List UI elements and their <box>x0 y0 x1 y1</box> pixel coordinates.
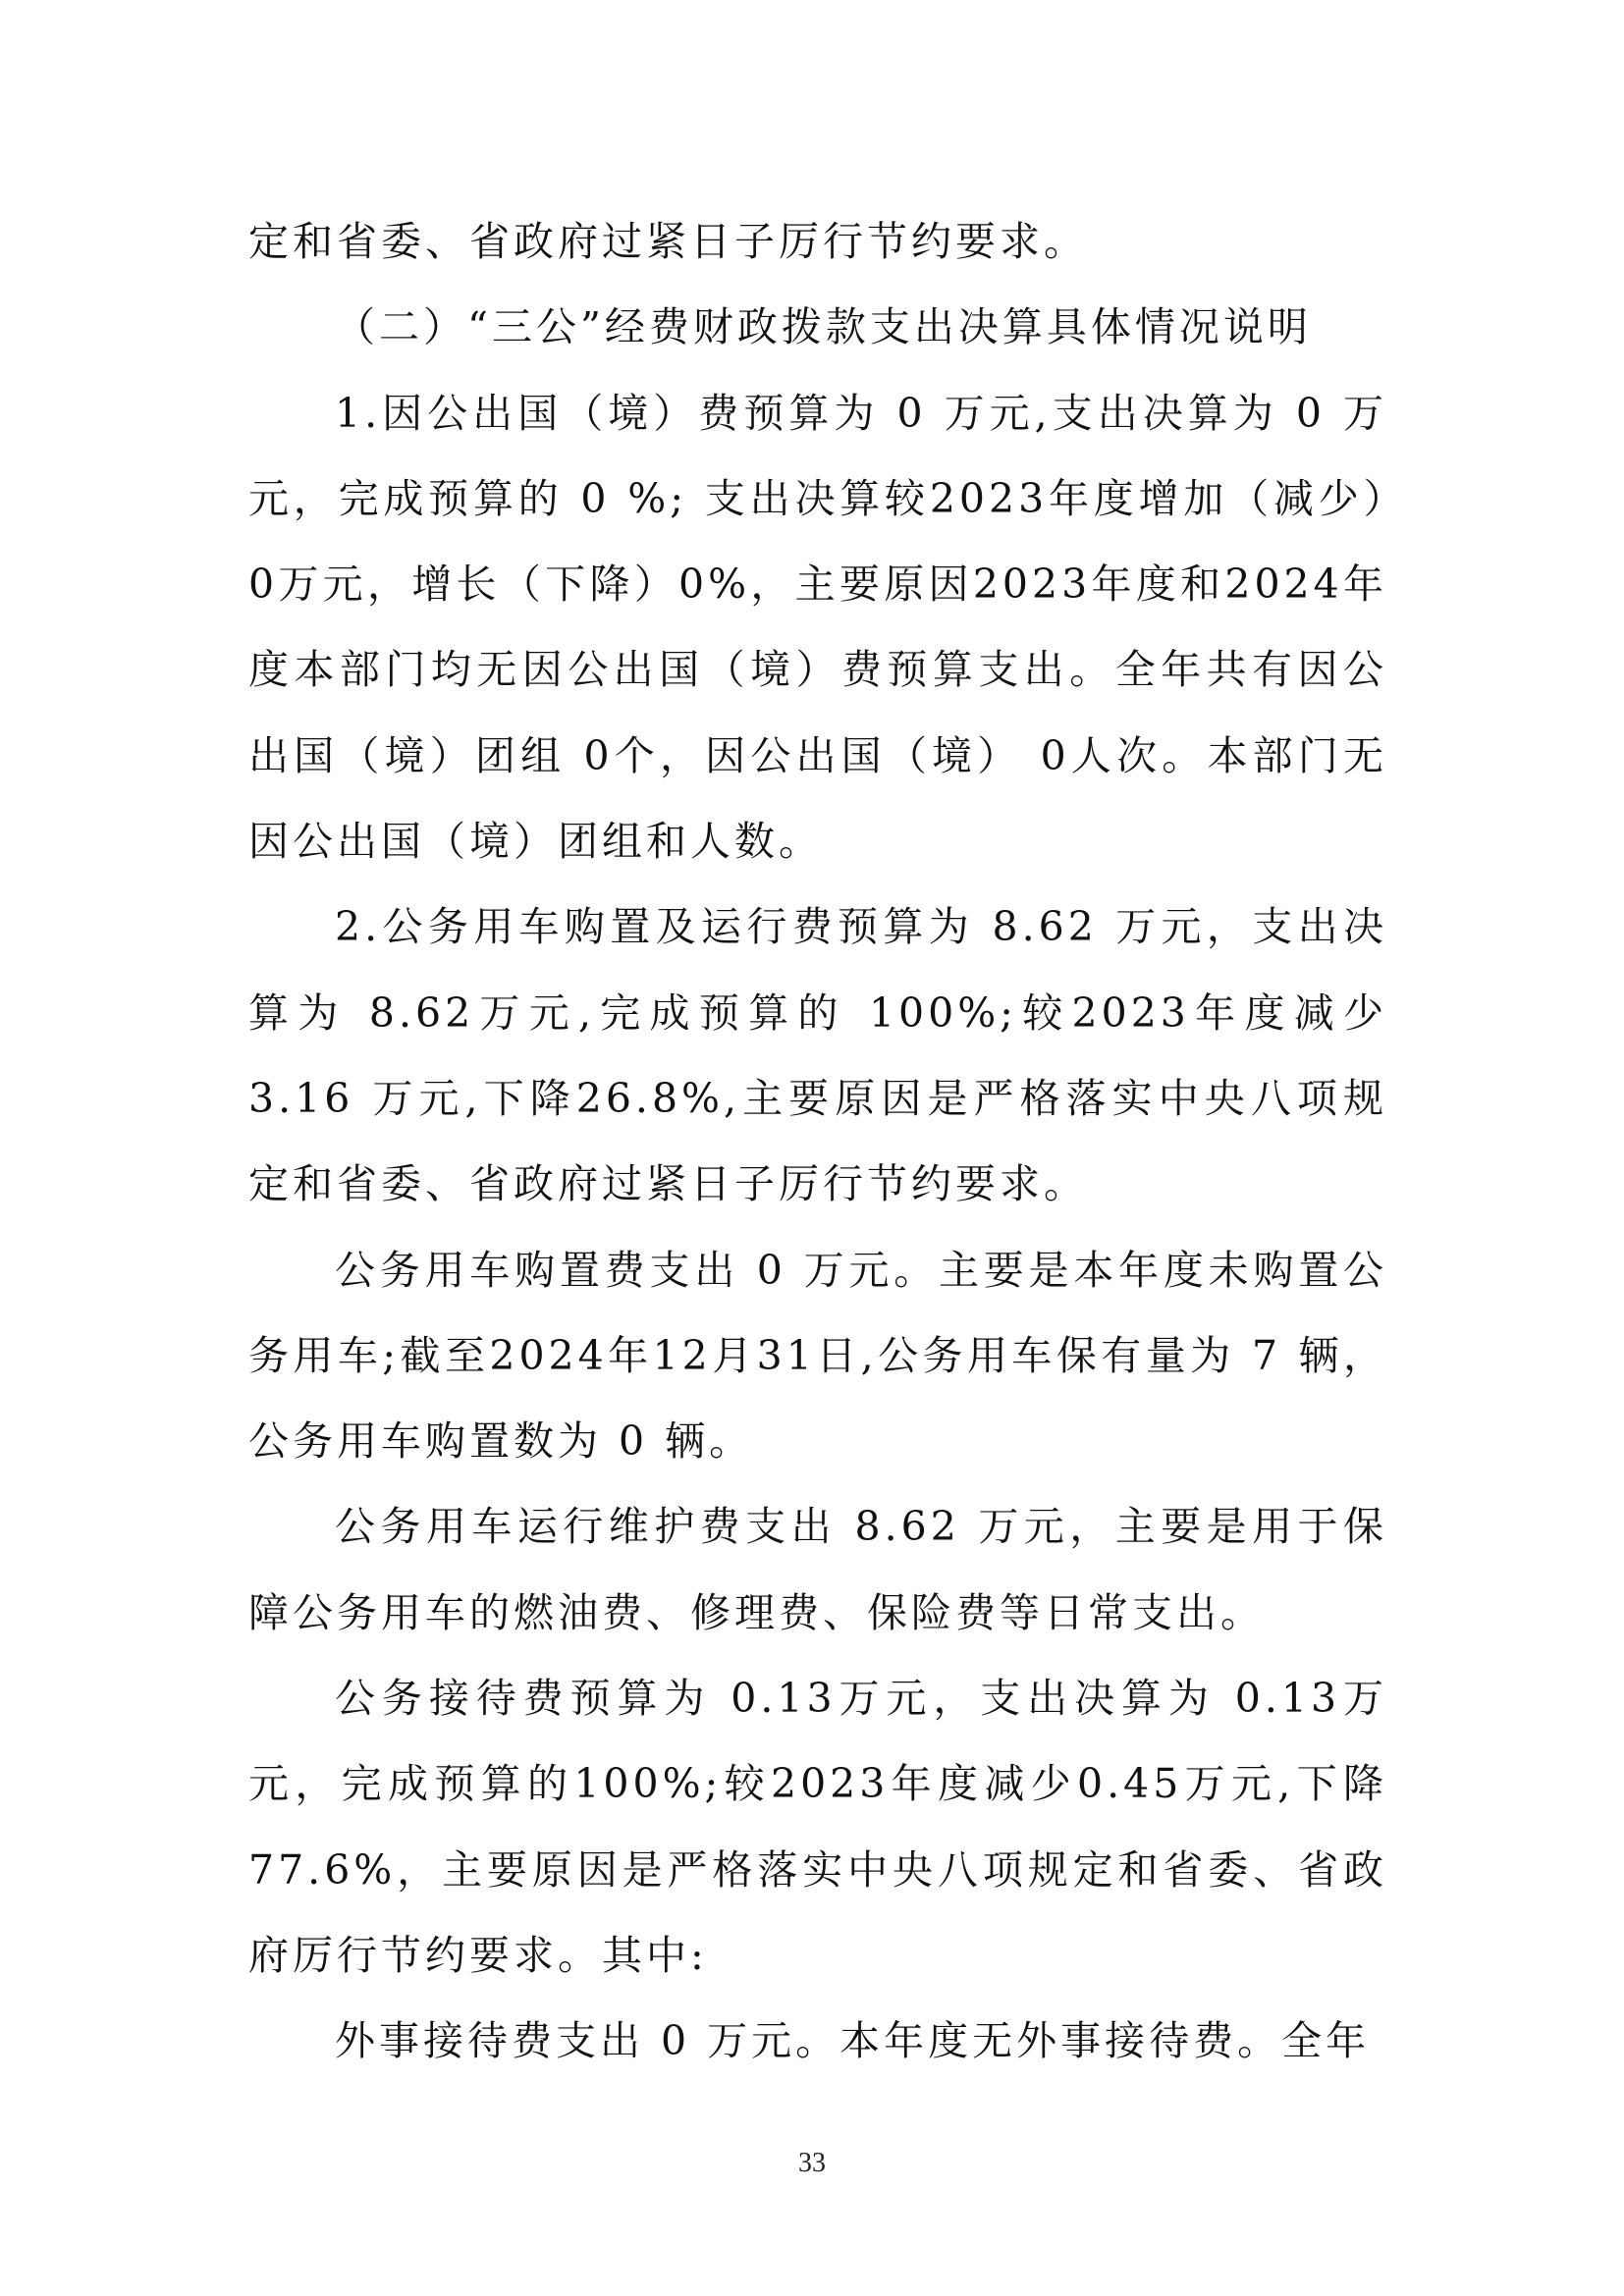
paragraph-overseas-travel: 1.因公出国（境）费预算为 0 万元,支出决算为 0 万元，完成预算的 0 %; 支出决算较2023年度增加（减少）0万元，增长（下降）0%，主要原因2023年度和2024年度本部门均无因公出国（境）费预算支出。全年共有因公出国（境）团组 0个，因公出国（境） 0人次。本部门无因公出国（境）团组和人数。 <box>248 389 1387 866</box>
page-number: 33 <box>798 2148 826 2178</box>
section-heading: （二）“三公”经费财政拨款支出决算具体情况说明 <box>335 303 1312 351</box>
paragraph-foreign-reception: 外事接待费支出 0 万元。本年度无外事接待费。全年 <box>335 2017 1371 2065</box>
paragraph-vehicle-costs: 2.公务用车购置及运行费预算为 8.62 万元，支出决算为 8.62万元,完成预算的 100%;较2023年度减少3.16 万元,下降26.8%,主要原因是严格落实中央八项规定和省委、省政府过紧日子厉行节约要求。 <box>248 903 1387 1208</box>
paragraph-reception: 公务接待费预算为 0.13万元，支出决算为 0.13万元，完成预算的100%;较2023年度减少0.45万元,下降77.6%，主要原因是严格落实中央八项规定和省委、省政府厉行节约要求。其中: <box>248 1675 1387 1979</box>
paragraph-vehicle-maintenance: 公务用车运行维护费支出 8.62 万元，主要是用于保障公务用车的燃油费、修理费、保险费等日常支出。 <box>248 1503 1387 1636</box>
paragraph-vehicle-purchase: 公务用车购置费支出 0 万元。主要是本年度未购置公务用车;截至2024年12月31日,公务用车保有量为 7 辆，公务用车购置数为 0 辆。 <box>248 1246 1387 1466</box>
body-text <box>248 199 1387 2085</box>
paragraph-1: 定和省委、省政府过紧日子厉行节约要求。 <box>248 218 1088 265</box>
